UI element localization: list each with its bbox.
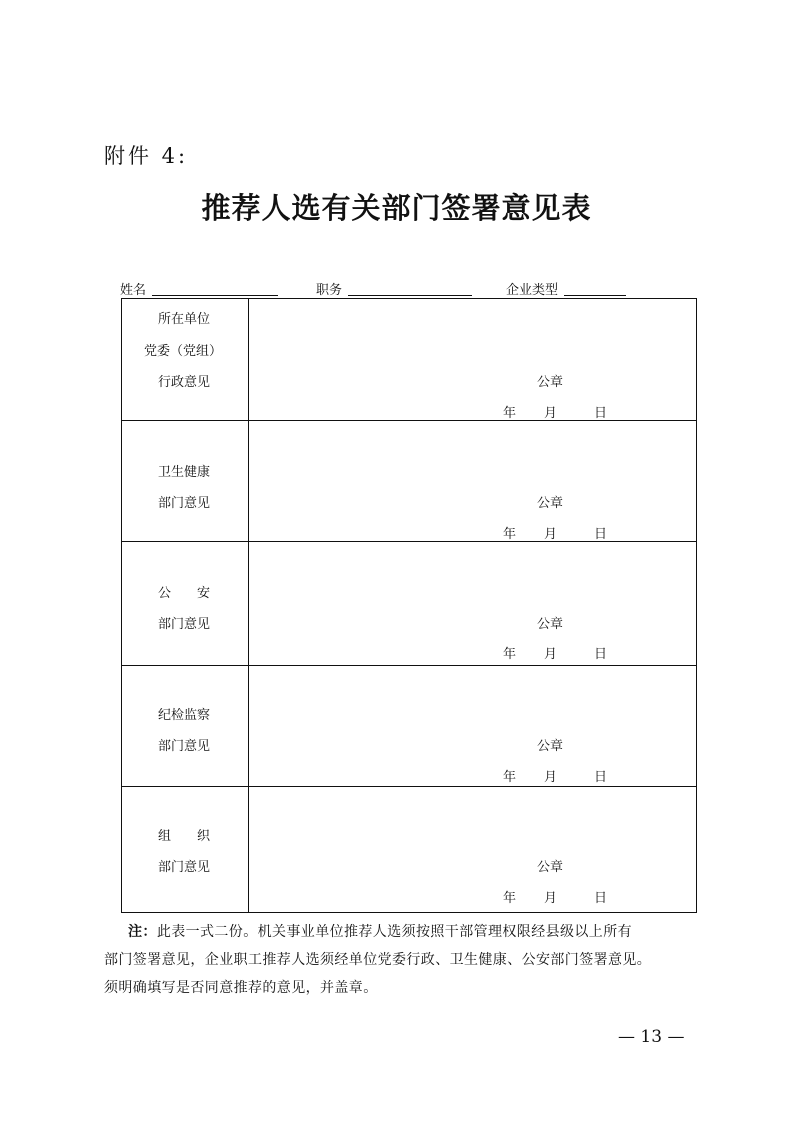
page-title: 推荐人选有关部门签署意见表 [201, 191, 592, 225]
section-label-line: 组 织 [158, 829, 211, 844]
footnote-text-1: 此表一式二份。机关事业单位推荐人选须按照干部管理权限经县级以上所有 [156, 924, 633, 940]
footnote [104, 918, 700, 1002]
date-month-label: 月 [544, 891, 558, 906]
date-month-label: 月 [544, 647, 558, 662]
opinion-form-table [121, 298, 697, 913]
date-year-label: 年 [503, 770, 517, 785]
name-label: 姓名 [120, 283, 147, 298]
section-organization [122, 787, 696, 913]
date-month-label: 月 [544, 406, 558, 421]
date-month-label: 月 [544, 770, 558, 785]
section-public-security [122, 542, 696, 666]
section-label-line: 部门意见 [158, 739, 211, 754]
info-row [120, 279, 700, 299]
section-label-line: 行政意见 [158, 375, 211, 390]
section-label-line: 部门意见 [158, 860, 211, 875]
seal-label: 公章 [537, 860, 564, 875]
section-label-line: 卫生健康 [158, 465, 211, 480]
section-label-cell [122, 787, 249, 913]
section-label-line: 公 安 [158, 586, 211, 601]
position-label: 职务 [316, 283, 343, 298]
section-health [122, 421, 696, 542]
section-label-cell [122, 542, 249, 665]
section-label-cell [122, 299, 249, 420]
seal-label: 公章 [537, 617, 564, 632]
date-month-label: 月 [544, 527, 558, 542]
section-label-line: 所在单位 [158, 312, 211, 327]
attachment-label: 附件 4: [104, 144, 189, 168]
date-year-label: 年 [503, 406, 517, 421]
footnote-line-3: 须明确填写是否同意推荐的意见，并盖章。 [104, 980, 378, 996]
name-field[interactable] [120, 279, 278, 298]
date-day-label: 日 [594, 406, 608, 421]
name-blank-line[interactable] [152, 281, 278, 296]
position-blank-line[interactable] [348, 281, 472, 296]
section-label-line: 党委（党组） [144, 344, 223, 359]
section-label-line: 部门意见 [158, 617, 211, 632]
enterprise-type-field[interactable] [506, 279, 626, 298]
enterprise-type-blank-line[interactable] [564, 281, 626, 296]
seal-label: 公章 [537, 739, 564, 754]
date-year-label: 年 [503, 647, 517, 662]
section-label-line: 部门意见 [158, 496, 211, 511]
section-unit-party-admin [122, 299, 696, 421]
footnote-head: 注： [128, 924, 157, 940]
footnote-line-1 [104, 918, 700, 946]
section-label-cell [122, 666, 249, 786]
date-day-label: 日 [594, 647, 608, 662]
seal-label: 公章 [537, 496, 564, 511]
seal-label: 公章 [537, 375, 564, 390]
page-number: — 13 — [618, 1027, 685, 1047]
section-label-cell [122, 421, 249, 541]
date-day-label: 日 [594, 770, 608, 785]
footnote-line-2: 部门签署意见，企业职工推荐人选须经单位党委行政、卫生健康、公安部门签署意见。 [104, 952, 652, 968]
section-discipline-inspection [122, 666, 696, 787]
enterprise-type-label: 企业类型 [506, 283, 559, 298]
section-label-line: 纪检监察 [158, 708, 211, 723]
date-day-label: 日 [594, 891, 608, 906]
position-field[interactable] [316, 279, 472, 298]
date-day-label: 日 [594, 527, 608, 542]
date-year-label: 年 [503, 891, 517, 906]
date-year-label: 年 [503, 527, 517, 542]
